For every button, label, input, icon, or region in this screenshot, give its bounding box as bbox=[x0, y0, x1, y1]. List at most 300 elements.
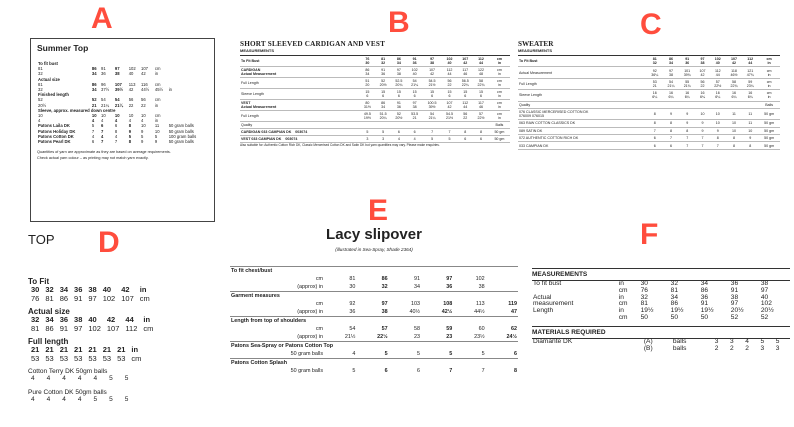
table-cell: 8 bbox=[679, 127, 695, 134]
table-cell: 40 bbox=[102, 285, 112, 294]
table-cell: (B) bbox=[643, 344, 653, 352]
table-cell bbox=[742, 101, 758, 108]
panel-a-note-2: Check actual yarn colour – as printing may not match yarn exactly. bbox=[37, 156, 149, 161]
table-cell: 19½ bbox=[700, 307, 714, 315]
table-cell: 102 bbox=[102, 293, 116, 303]
table-cell: 59 23¼ bbox=[742, 78, 758, 89]
table-cell: 39½ bbox=[114, 87, 124, 93]
table-cell: 44½ bbox=[141, 87, 150, 93]
table-cell: 117 46 bbox=[457, 67, 473, 78]
table-cell: 23½ bbox=[474, 334, 485, 340]
table-cell: 21 bbox=[91, 102, 97, 108]
header-cell: 91 36 bbox=[679, 56, 695, 67]
table-cell bbox=[663, 101, 679, 108]
table-cell: 118 46½ bbox=[726, 67, 742, 78]
table-cell: 32 bbox=[38, 71, 43, 77]
header-cell: cm in bbox=[489, 56, 510, 67]
table-cell: cm in bbox=[489, 89, 510, 100]
header-cell: 97 38 bbox=[695, 56, 709, 67]
table-cell: 10 bbox=[154, 128, 160, 134]
table-cell: 15 6 bbox=[457, 89, 473, 100]
panel-a-note-1: Quantities of yarn are approximate as they are based on average requirements. bbox=[37, 150, 171, 155]
section-label: Patons Cotton Splash bbox=[230, 359, 518, 368]
table-cell: 8 bbox=[114, 128, 118, 134]
table-row bbox=[532, 346, 790, 353]
table-cell: 21 bbox=[74, 345, 83, 354]
panel-f-measurements bbox=[532, 268, 790, 352]
table-row bbox=[230, 308, 518, 317]
table-cell: 19½ bbox=[670, 307, 684, 315]
table-cell: 21 bbox=[88, 345, 97, 354]
table-cell: 21½ bbox=[344, 334, 356, 340]
table-cell: 4 bbox=[128, 118, 132, 124]
panel-b-table bbox=[240, 55, 510, 143]
table-cell: 20½ bbox=[730, 307, 744, 315]
label-f: F bbox=[640, 218, 659, 251]
table-cell: To fit bust bbox=[533, 280, 562, 287]
table-cell: 9 bbox=[679, 120, 695, 127]
row-label: Patons Cotton DK bbox=[38, 133, 74, 139]
table-cell bbox=[473, 122, 489, 129]
table-cell: CARDIGAN Actual Measurement bbox=[240, 67, 360, 78]
table-cell: 7 bbox=[91, 128, 95, 134]
header-cell: 86 34 bbox=[663, 56, 679, 67]
panel-e-title: Lacy slipover bbox=[326, 226, 422, 243]
panel-f-materials-heading: MATERIALS REQUIRED bbox=[532, 326, 790, 339]
table-row bbox=[230, 350, 518, 359]
table-row bbox=[518, 108, 780, 119]
table-cell: 86 bbox=[381, 276, 388, 282]
table-cell: cm in bbox=[489, 111, 510, 122]
table-cell: 91 bbox=[74, 293, 83, 303]
table-cell: 81 bbox=[349, 276, 356, 282]
table-cell: 6 bbox=[101, 123, 104, 129]
table-cell: 15 6 bbox=[360, 89, 376, 100]
table-cell: 16 6¼ bbox=[742, 90, 758, 101]
table-cell: 32 bbox=[45, 285, 54, 294]
table-row bbox=[240, 129, 510, 136]
table-cell: VEST Actual Measurement bbox=[240, 100, 360, 111]
table-cell: 4 bbox=[91, 118, 95, 124]
table-cell: 7 bbox=[101, 128, 104, 134]
table-cell: 063 RAW COTTON CLASSICS DK bbox=[518, 120, 647, 127]
table-row bbox=[518, 135, 780, 142]
table-row bbox=[240, 67, 510, 78]
table-cell: 45½ bbox=[154, 87, 164, 93]
table-cell: 107 bbox=[121, 293, 134, 303]
table-cell: 101 39¾ bbox=[679, 67, 695, 78]
table-cell: 20½ bbox=[760, 307, 774, 315]
table-cell: 37½ bbox=[101, 87, 110, 93]
header-cell: 112 44 bbox=[742, 56, 758, 67]
table-cell: 40½ bbox=[409, 309, 420, 315]
table-cell: 2 bbox=[729, 344, 734, 352]
table-cell: 52.5 20¾ bbox=[391, 78, 407, 89]
header-cell: 107 42 bbox=[726, 56, 742, 67]
table-cell: 34 bbox=[700, 280, 709, 287]
table-cell: 100.5 39½ bbox=[422, 100, 441, 111]
table-cell: Actual Measurement bbox=[518, 67, 647, 78]
table-cell: 50 gram balls bbox=[290, 351, 324, 357]
table-cell: measurement bbox=[533, 300, 574, 308]
table-cell: 91 36 bbox=[375, 67, 391, 78]
table-cell bbox=[360, 122, 376, 129]
table-cell: 6 bbox=[473, 136, 489, 143]
table-cell: in bbox=[618, 293, 624, 301]
table-cell: 6 bbox=[647, 135, 663, 142]
table-cell: 7 bbox=[114, 139, 118, 145]
table-cell: 34 bbox=[59, 285, 69, 294]
table-cell: 10 bbox=[726, 120, 742, 127]
table-cell: 50 gram balls bbox=[290, 368, 324, 374]
table-cell: 91 bbox=[59, 323, 69, 333]
table-cell bbox=[407, 122, 423, 129]
table-cell: 7 bbox=[449, 368, 453, 374]
table-cell: 4 bbox=[745, 337, 749, 345]
yarn-name: Cotton Terry DK 50gm balls bbox=[28, 368, 108, 375]
table-cell bbox=[442, 122, 458, 129]
section-row bbox=[230, 317, 518, 326]
table-cell: cm bbox=[131, 353, 142, 363]
table-cell: 97 bbox=[74, 323, 83, 333]
table-cell: 5 bbox=[109, 375, 113, 382]
panel-c-subtitle: MEASUREMENTS bbox=[518, 48, 553, 53]
table-cell: 4 bbox=[101, 118, 104, 124]
table-cell: 7 bbox=[695, 142, 709, 149]
table-cell: 36 bbox=[59, 315, 69, 324]
table-cell: 10 bbox=[91, 113, 97, 119]
table-cell: 10 bbox=[695, 108, 709, 119]
table-cell: 122 48 bbox=[473, 67, 489, 78]
table-cell: 4 bbox=[391, 136, 407, 143]
table-cell: 5 bbox=[124, 375, 129, 382]
table-cell: 10 bbox=[141, 123, 146, 129]
table-cell: 36 bbox=[101, 71, 106, 77]
table-row bbox=[518, 142, 780, 149]
table-row bbox=[28, 355, 144, 364]
table-cell: 50 bbox=[670, 313, 679, 321]
header-cell: 81 32 bbox=[647, 56, 663, 67]
table-cell: 107 bbox=[114, 81, 122, 87]
table-cell: 5 bbox=[128, 133, 132, 139]
table-cell: 57 22½ bbox=[473, 111, 489, 122]
table-cell: cm bbox=[154, 113, 161, 119]
label-a: A bbox=[91, 2, 113, 35]
table-cell: 10 bbox=[726, 127, 742, 134]
table-cell: 86 34 bbox=[360, 67, 376, 78]
table-row bbox=[28, 295, 153, 304]
row-label: Actual size bbox=[38, 76, 60, 82]
table-cell: 34 bbox=[91, 87, 97, 93]
table-cell: 50 bbox=[640, 313, 648, 321]
table-cell: 8 bbox=[514, 368, 517, 374]
table-cell: 4 bbox=[141, 118, 144, 124]
table-cell: 81 bbox=[45, 293, 54, 303]
table-row bbox=[240, 100, 510, 111]
table-cell: 86 bbox=[670, 300, 679, 308]
table-cell: 34 bbox=[670, 293, 679, 301]
table-cell: 38 bbox=[114, 71, 120, 77]
table-cell: 10 bbox=[38, 113, 43, 119]
table-cell: 5 bbox=[481, 351, 485, 357]
header-cell: 97 38 bbox=[422, 56, 441, 67]
table-cell: 91 bbox=[101, 66, 106, 72]
label-c: C bbox=[640, 8, 662, 41]
table-cell: 50 gm bbox=[489, 136, 510, 143]
yarn-table bbox=[28, 375, 137, 384]
group-label: Actual size bbox=[28, 307, 70, 316]
table-cell: in bbox=[154, 118, 159, 124]
table-cell: 86 bbox=[45, 323, 54, 333]
table-cell: 16 6¼ bbox=[710, 90, 726, 101]
table-row bbox=[240, 78, 510, 89]
table-cell: cm bbox=[315, 301, 324, 307]
table-cell: 16 6¼ bbox=[679, 90, 695, 101]
table-cell: 076 CLASSIC MERCERISED COTTON DK 076009 076015 bbox=[518, 108, 647, 119]
yarn-table bbox=[28, 396, 137, 405]
panel-d-yarns bbox=[28, 368, 223, 404]
row-label: Patons Laila DK bbox=[38, 123, 70, 129]
group-label: To Fit bbox=[28, 277, 50, 286]
table-cell: (approx) in bbox=[297, 284, 324, 290]
table-cell: 81 bbox=[38, 66, 43, 72]
table-header-row bbox=[240, 56, 510, 67]
table-cell: balls bbox=[672, 337, 687, 345]
table-cell: 4 bbox=[93, 375, 98, 382]
table-cell: 9 bbox=[663, 108, 679, 119]
table-cell: 54 21¼ bbox=[422, 111, 441, 122]
table-cell: 3 bbox=[775, 344, 780, 352]
table-cell: 50 gram balls bbox=[168, 123, 194, 129]
table-cell: 21 bbox=[59, 345, 69, 354]
table-cell: 22 bbox=[128, 102, 134, 108]
table-cell: 5 bbox=[384, 351, 388, 357]
panel-f-measurements-heading: MEASUREMENTS bbox=[532, 268, 790, 281]
table-cell: 32 bbox=[31, 315, 40, 324]
table-cell: 7 bbox=[710, 142, 726, 149]
table-cell: 9 bbox=[695, 120, 709, 127]
table-cell: 6 bbox=[391, 129, 407, 136]
table-cell bbox=[375, 122, 391, 129]
table-cell: 2 bbox=[745, 344, 749, 352]
table-cell: 16 6¼ bbox=[695, 90, 709, 101]
table-cell bbox=[726, 101, 742, 108]
section-label: Length from top of shoulders bbox=[230, 317, 518, 326]
table-cell: 34 bbox=[45, 315, 54, 324]
table-row bbox=[28, 375, 137, 384]
table-cell: 62 bbox=[511, 326, 517, 332]
table-cell: 40 bbox=[760, 293, 769, 301]
table-cell: 3 bbox=[714, 337, 719, 345]
table-cell: 5 bbox=[91, 123, 95, 129]
table-cell: 22 bbox=[141, 102, 146, 108]
table-cell: 6 bbox=[514, 351, 517, 357]
table-row bbox=[518, 101, 780, 108]
table-cell: 2 bbox=[714, 344, 719, 352]
table-cell: 6 bbox=[407, 129, 423, 136]
panel-b-footnote: Also suitable for: Authentic Cotton Rich DK, Classic Mercerised Cotton DK and Satin DK but yarn quantities may vary. Please make enquiries. bbox=[240, 143, 440, 147]
table-cell: 8 bbox=[710, 135, 726, 142]
table-cell: 10 bbox=[141, 113, 146, 119]
header-cell: 76 30 bbox=[360, 56, 376, 67]
section-row bbox=[230, 359, 518, 368]
table-cell: 42 bbox=[128, 87, 134, 93]
panel-e-table bbox=[230, 266, 518, 375]
table-cell: 116 bbox=[141, 81, 148, 87]
table-cell: 96 bbox=[101, 81, 106, 87]
table-cell: 4 bbox=[31, 395, 35, 403]
row-label: To fit bust bbox=[38, 61, 58, 66]
table-cell: 50 gm bbox=[489, 129, 510, 136]
panel-d-title: TOP bbox=[28, 232, 55, 247]
table-cell: 9 bbox=[141, 128, 144, 134]
table-cell: 76 bbox=[640, 286, 648, 294]
table-cell: 81 bbox=[38, 81, 43, 87]
table-cell: in bbox=[154, 102, 159, 108]
table-cell: 21¼ bbox=[101, 102, 110, 108]
table-cell: 16 6¼ bbox=[663, 90, 679, 101]
table-cell: 10 bbox=[710, 120, 726, 127]
header-cell: cm in bbox=[758, 56, 780, 67]
table-cell: 50 gm bbox=[758, 135, 780, 142]
table-cell: balls bbox=[672, 344, 687, 352]
table-row bbox=[518, 67, 780, 78]
table-cell: (A) bbox=[643, 337, 653, 345]
table-cell: 15 6 bbox=[407, 89, 423, 100]
label-b: B bbox=[388, 6, 410, 39]
table-row bbox=[532, 339, 790, 346]
table-cell: 97 bbox=[114, 66, 120, 72]
table-cell: 42 bbox=[106, 315, 116, 324]
table-cell: 16 6¼ bbox=[647, 90, 663, 101]
table-cell: 53 bbox=[59, 353, 69, 363]
table-cell: 52 bbox=[38, 97, 43, 103]
table-cell: 7 bbox=[442, 129, 458, 136]
table-row bbox=[230, 325, 518, 333]
panel-c-sweater bbox=[518, 40, 780, 150]
table-cell: 11 bbox=[726, 108, 742, 119]
table-cell bbox=[679, 101, 695, 108]
table-cell bbox=[710, 101, 726, 108]
panel-c-table bbox=[518, 55, 780, 150]
table-cell: 4 bbox=[77, 395, 82, 403]
table-cell: cm bbox=[315, 276, 324, 282]
table-cell bbox=[532, 315, 618, 322]
table-cell: 52 20½ bbox=[375, 78, 391, 89]
table-cell: 52 bbox=[730, 313, 739, 321]
table-cell: cm bbox=[154, 81, 161, 87]
table-cell: 5 bbox=[352, 368, 356, 374]
table-cell: 5 bbox=[760, 337, 765, 345]
table-cell: 102 bbox=[88, 323, 101, 333]
table-cell: 15 6 bbox=[391, 89, 407, 100]
table-cell: cm in bbox=[489, 78, 510, 89]
table-cell: 38 bbox=[760, 280, 769, 287]
table-cell: 92 bbox=[349, 301, 356, 307]
table-cell: 59 bbox=[446, 326, 453, 332]
table-cell: 36 bbox=[700, 293, 709, 301]
table-cell: 4 bbox=[46, 375, 51, 382]
section-label: Patons Sea-Spray or Patons Cotton Top bbox=[230, 342, 518, 351]
row-label: Finished length bbox=[38, 92, 69, 98]
table-cell: 38 bbox=[381, 309, 388, 315]
section-row bbox=[230, 342, 518, 351]
row-label: Patons Holiday DK bbox=[38, 128, 76, 134]
table-cell: 5 bbox=[109, 395, 113, 403]
table-cell: cm in bbox=[758, 67, 780, 78]
table-cell: 4 bbox=[46, 395, 51, 403]
table-cell: 8 bbox=[647, 108, 663, 119]
group-table bbox=[28, 286, 153, 303]
table-cell: 112 44 bbox=[442, 67, 458, 78]
panel-a-summer-top bbox=[30, 38, 215, 222]
table-cell: 36 bbox=[349, 309, 356, 315]
table-row bbox=[518, 120, 780, 127]
table-cell: 50 gram balls bbox=[168, 128, 194, 134]
table-cell: Length bbox=[533, 307, 554, 315]
table-cell: in bbox=[618, 307, 624, 315]
table-cell: 119 bbox=[508, 301, 517, 307]
table-cell: 57 bbox=[381, 326, 388, 332]
table-cell: Full Length bbox=[240, 111, 360, 122]
panel-a-title: Summer Top bbox=[37, 43, 89, 53]
table-cell: 5 bbox=[416, 351, 420, 357]
table-cell: 6 bbox=[384, 368, 388, 374]
table-cell: 9 bbox=[742, 135, 758, 142]
table-cell: 5 bbox=[124, 395, 129, 403]
panel-c-title: SWEATER bbox=[518, 40, 554, 48]
table-cell: 10 bbox=[742, 127, 758, 134]
table-cell: 53 bbox=[102, 353, 112, 363]
table-cell: 3 bbox=[375, 136, 391, 143]
table-cell: 7 bbox=[679, 135, 695, 142]
table-cell: 107 bbox=[106, 323, 120, 333]
table-cell: 113 bbox=[476, 301, 485, 307]
table-cell: 4 bbox=[62, 395, 66, 403]
table-cell: 53 bbox=[45, 353, 54, 363]
table-cell: 9 bbox=[141, 139, 144, 145]
table-cell: 4 bbox=[407, 136, 423, 143]
table-cell: 58 22¾ bbox=[473, 78, 489, 89]
table-cell: 97 38 bbox=[663, 67, 679, 78]
table-cell: 8 bbox=[726, 142, 742, 149]
table-row bbox=[230, 367, 518, 375]
header-cell: 81 32 bbox=[375, 56, 391, 67]
table-cell: 16 6¼ bbox=[726, 90, 742, 101]
header-cell: 86 34 bbox=[391, 56, 407, 67]
table-cell: 072 AUTHENTIC COTTON RICH DK bbox=[518, 135, 647, 142]
header-cell: 107 42 bbox=[457, 56, 473, 67]
table-cell: Sleeve Length bbox=[240, 89, 360, 100]
table-cell: 4 bbox=[62, 375, 66, 382]
table-cell: 30 bbox=[31, 285, 40, 294]
table-cell: 50 gm bbox=[758, 127, 780, 134]
table-row bbox=[518, 78, 780, 89]
table-row bbox=[532, 315, 790, 322]
table-cell: 40 bbox=[128, 71, 134, 77]
table-cell: 112 bbox=[125, 323, 138, 333]
table-cell: 97 bbox=[88, 293, 97, 303]
table-cell: 8 bbox=[663, 120, 679, 127]
table-row bbox=[240, 89, 510, 100]
table-cell: 8 bbox=[457, 129, 473, 136]
table-cell: 4 bbox=[91, 133, 95, 139]
table-cell: 91 bbox=[730, 286, 739, 294]
table-cell: 97 bbox=[446, 276, 453, 282]
table-cell bbox=[391, 122, 407, 129]
table-cell: 38 bbox=[730, 293, 739, 301]
table-cell: 21 bbox=[45, 345, 54, 354]
